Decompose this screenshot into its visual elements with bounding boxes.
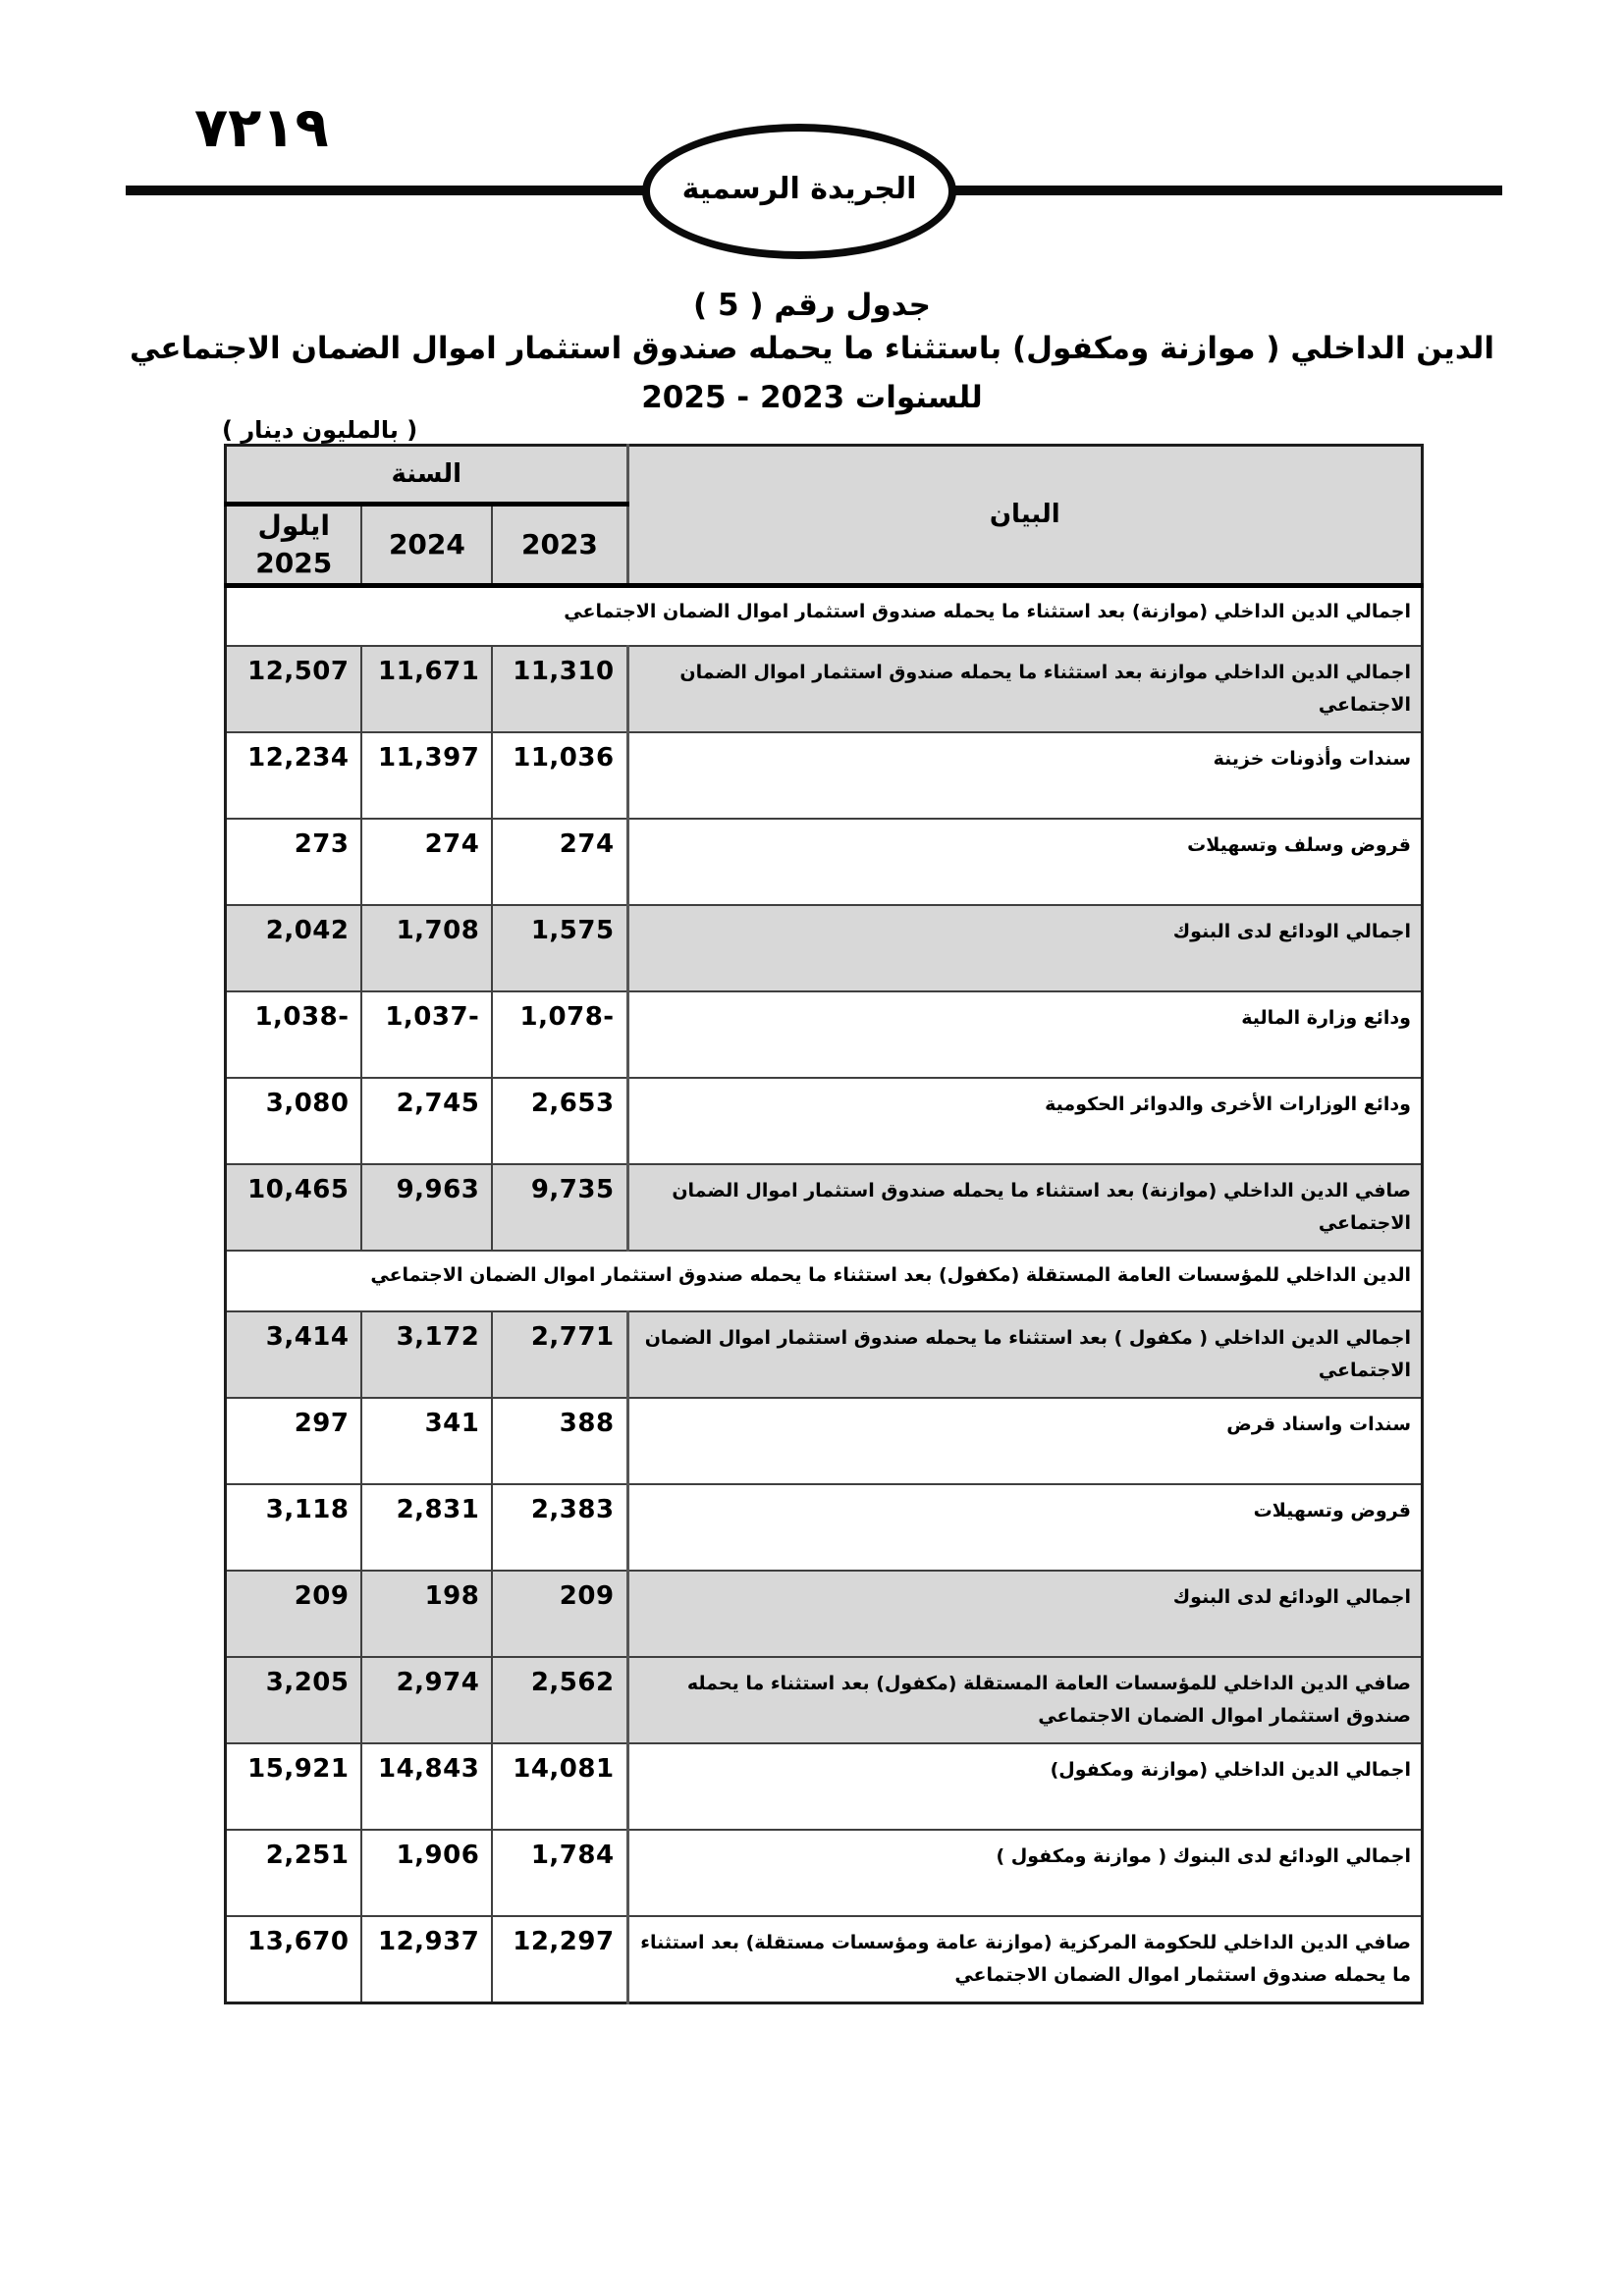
gazette-name: الجريدة الرسمية	[681, 171, 917, 206]
table-number-title: جدول رقم ( 5 )	[693, 288, 931, 323]
year-column-header-2023: 2023	[492, 505, 627, 586]
value-2024-cell: 2,831	[361, 1484, 492, 1571]
year-column-header-2024: 2024	[361, 505, 492, 586]
table-row	[226, 1484, 1423, 1571]
table-row	[226, 732, 1423, 819]
section-header-cell: الدين الداخلي للمؤسسات العامة المستقلة (مكفول) بعد استثناء ما يحمله صندوق استثمار اموال الضمان الاجتماعي	[226, 1251, 1423, 1311]
table-row	[226, 1830, 1423, 1916]
gazette-logo-oval	[642, 124, 956, 259]
value-2024-cell: 11,397	[361, 732, 492, 819]
value-2023-cell: 9,735	[492, 1164, 627, 1251]
table-row	[226, 905, 1423, 991]
value-sep2025-cell: 12,507	[226, 646, 362, 732]
value-2023-cell: 14,081	[492, 1743, 627, 1830]
value-2023-cell: 2,653	[492, 1078, 627, 1164]
statement-cell: اجمالي الدين الداخلي ( مكفول ) بعد استثناء ما يحمله صندوق استثمار اموال الضمان الاجتماعي	[627, 1311, 1422, 1398]
value-sep2025-cell: 15,921	[226, 1743, 362, 1830]
value-2023-cell: 274	[492, 819, 627, 905]
table-row	[226, 1657, 1423, 1743]
value-2024-cell: 1,708	[361, 905, 492, 991]
header-row-1	[226, 446, 1423, 505]
statement-cell: اجمالي الدين الداخلي موازنة بعد استثناء ما يحمله صندوق استثمار اموال الضمان الاجتماعي	[627, 646, 1422, 732]
statement-cell: اجمالي الودائع لدى البنوك ( موازنة ومكفول )	[627, 1830, 1422, 1916]
value-sep2025-cell: 3,080	[226, 1078, 362, 1164]
value-2024-cell: 14,843	[361, 1743, 492, 1830]
value-2024-cell: 9,963	[361, 1164, 492, 1251]
statement-cell: صافي الدين الداخلي للحكومة المركزية (موازنة عامة ومؤسسات مستقلة) بعد استثناء ما يحمله صندوق استثمار اموال الضمان الاجتماعي	[627, 1916, 1422, 2002]
statement-cell: ودائع الوزارات الأخرى والدوائر الحكومية	[627, 1078, 1422, 1164]
value-2024-cell: 2,974	[361, 1657, 492, 1743]
table-row	[226, 1311, 1423, 1398]
value-sep2025-cell: 3,205	[226, 1657, 362, 1743]
value-2024-cell: 3,172	[361, 1311, 492, 1398]
statement-cell: ودائع وزارة المالية	[627, 991, 1422, 1078]
sep2025-year-label: 2025	[255, 546, 333, 579]
statement-cell: قروض وسلف وتسهيلات	[627, 819, 1422, 905]
value-2024-cell: 198	[361, 1571, 492, 1657]
value-sep2025-cell: 3,414	[226, 1311, 362, 1398]
value-2024-cell: 11,671	[361, 646, 492, 732]
table-main-title: الدين الداخلي ( موازنة ومكفول) باستثناء ما يحمله صندوق استثمار اموال الضمان الاجتماعي	[130, 331, 1494, 366]
year-column-header-sep2025	[226, 505, 362, 586]
value-sep2025-cell: 13,670	[226, 1916, 362, 2002]
table-body	[226, 585, 1423, 2002]
value-2024-cell: 341	[361, 1398, 492, 1484]
value-2024-cell: 274	[361, 819, 492, 905]
value-2024-cell: 2,745	[361, 1078, 492, 1164]
value-sep2025-cell: 2,251	[226, 1830, 362, 1916]
statement-cell: اجمالي الدين الداخلي (موازنة ومكفول)	[627, 1743, 1422, 1830]
table-row	[226, 991, 1423, 1078]
value-2023-cell: 2,771	[492, 1311, 627, 1398]
value-2023-cell: 11,310	[492, 646, 627, 732]
section-header-row	[226, 1251, 1423, 1311]
value-sep2025-cell: 3,118	[226, 1484, 362, 1571]
value-sep2025-cell: 12,234	[226, 732, 362, 819]
statement-cell: سندات وأذونات خزينة	[627, 732, 1422, 819]
statement-column-header: البيان	[627, 446, 1422, 586]
table-row	[226, 1164, 1423, 1251]
table-row	[226, 1743, 1423, 1830]
statement-cell: اجمالي الودائع لدى البنوك	[627, 1571, 1422, 1657]
debt-table	[224, 444, 1424, 2004]
value-sep2025-cell: 10,465	[226, 1164, 362, 1251]
value-sep2025-cell: 1,038-	[226, 991, 362, 1078]
value-2023-cell: 1,575	[492, 905, 627, 991]
value-2024-cell: 1,037-	[361, 991, 492, 1078]
table-years-subtitle: للسنوات 2023 - 2025	[641, 380, 983, 415]
statement-cell: صافي الدين الداخلي للمؤسسات العامة المستقلة (مكفول) بعد استثناء ما يحمله صندوق استثمار اموال الضمان الاجتماعي	[627, 1657, 1422, 1743]
table-row	[226, 819, 1423, 905]
year-group-header: السنة	[226, 446, 628, 505]
value-2023-cell: 1,784	[492, 1830, 627, 1916]
statement-cell: قروض وتسهيلات	[627, 1484, 1422, 1571]
value-sep2025-cell: 273	[226, 819, 362, 905]
section-header-cell: اجمالي الدين الداخلي (موازنة) بعد استثناء ما يحمله صندوق استثمار اموال الضمان الاجتماعي	[226, 585, 1423, 646]
value-2023-cell: 12,297	[492, 1916, 627, 2002]
value-2023-cell: 2,383	[492, 1484, 627, 1571]
table-row	[226, 1571, 1423, 1657]
page-number: ٧٢١٩	[194, 96, 329, 160]
table-row	[226, 1398, 1423, 1484]
value-sep2025-cell: 2,042	[226, 905, 362, 991]
value-2023-cell: 2,562	[492, 1657, 627, 1743]
table-row	[226, 1078, 1423, 1164]
value-2023-cell: 388	[492, 1398, 627, 1484]
table-row	[226, 1916, 1423, 2002]
value-2023-cell: 209	[492, 1571, 627, 1657]
table-row	[226, 646, 1423, 732]
statement-cell: صافي الدين الداخلي (موازنة) بعد استثناء ما يحمله صندوق استثمار اموال الضمان الاجتماعي	[627, 1164, 1422, 1251]
value-2024-cell: 1,906	[361, 1830, 492, 1916]
value-2023-cell: 1,078-	[492, 991, 627, 1078]
value-2023-cell: 11,036	[492, 732, 627, 819]
section-header-row	[226, 585, 1423, 646]
unit-note: ( بالمليون دينار )	[222, 416, 418, 444]
statement-cell: سندات واسناد قرض	[627, 1398, 1422, 1484]
value-sep2025-cell: 297	[226, 1398, 362, 1484]
value-sep2025-cell: 209	[226, 1571, 362, 1657]
sep2025-month-label: ايلول	[257, 509, 330, 542]
debt-table-container	[224, 444, 1424, 2004]
statement-cell: اجمالي الودائع لدى البنوك	[627, 905, 1422, 991]
value-2024-cell: 12,937	[361, 1916, 492, 2002]
